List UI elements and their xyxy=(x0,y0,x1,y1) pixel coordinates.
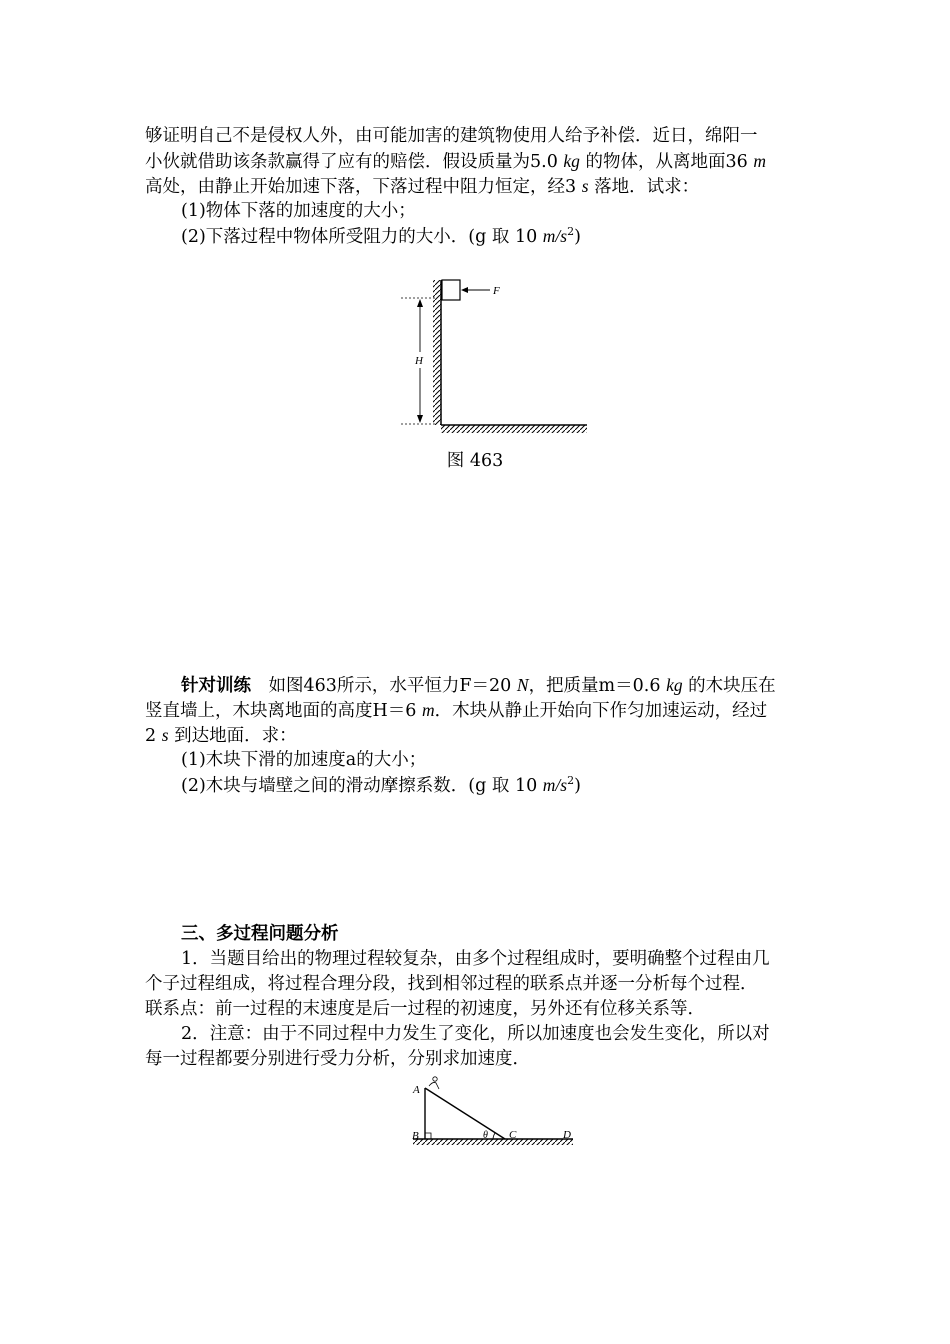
point-b-label: B xyxy=(412,1130,419,1142)
section-3-heading: 三、多过程问题分析 xyxy=(181,924,339,944)
point-a-label: A xyxy=(413,1084,420,1096)
practice-line-1: 针对训练 如图463所示，水平恒力F＝20 N，把质量m＝0.6 kg 的木块压在 xyxy=(181,675,776,696)
section-3-p1-line-3: 联系点：前一过程的末速度是后一过程的初速度，另外还有位移关系等． xyxy=(145,999,705,1019)
ground-hatching xyxy=(441,425,587,433)
section-3-p1-line-1: 1．当题目给出的物理过程较复杂，由多个过程组成时，要明确整个过程由几 xyxy=(181,949,770,969)
question-1-item-1: (1)物体下落的加速度的大小； xyxy=(181,201,416,221)
wooden-block xyxy=(442,280,460,300)
point-c-label: C xyxy=(509,1129,517,1141)
figure-463-diagram xyxy=(395,270,595,440)
practice-item-2: (2)木块与墙壁之间的滑动摩擦系数．(g 取 10 $m/s^2$) xyxy=(181,774,581,796)
practice-line-3: 2 s 到达地面．求： xyxy=(145,725,297,746)
slope-ground-hatching xyxy=(413,1139,573,1145)
practice-item-1: (1)木块下滑的加速度a的大小； xyxy=(181,750,427,770)
height-label: H xyxy=(415,355,423,367)
angle-theta-label: θ xyxy=(483,1130,488,1141)
intro-line-2: 小伙就借助该条款赢得了应有的赔偿．假设质量为5.0 kg 的物体，从离地面36 m xyxy=(145,151,766,172)
wall-hatching xyxy=(433,280,441,425)
figure-463-caption: 图 463 xyxy=(446,451,504,471)
question-1-item-2: (2)下落过程中物体所受阻力的大小．(g 取 10 $m/s^2$) xyxy=(181,225,581,247)
practice-heading: 针对训练 xyxy=(181,676,251,696)
section-3-p2-line-1: 2．注意：由于不同过程中力发生了变化，所以加速度也会发生变化，所以对 xyxy=(181,1024,770,1044)
intro-line-3: 高处，由静止开始加速下落，下落过程中阻力恒定，经3 s 落地．试求： xyxy=(145,176,700,197)
point-d-label: D xyxy=(563,1129,571,1141)
force-label: F xyxy=(493,285,500,297)
intro-line-1: 够证明自己不是侵权人外，由可能加害的建筑物使用人给予补偿．近日，绵阳一 xyxy=(145,126,758,146)
slider-figure-icon xyxy=(433,1077,437,1081)
slope-diagram xyxy=(405,1072,585,1152)
section-3-p2-line-2: 每一过程都要分别进行受力分析，分别求加速度． xyxy=(145,1049,530,1069)
section-3-p1-line-2: 个子过程组成，将过程合理分段，找到相邻过程的联系点并逐一分析每个过程． xyxy=(145,974,758,994)
incline-ac xyxy=(425,1088,505,1139)
practice-line-2: 竖直墙上，木块离地面的高度H＝6 m．木块从静止开始向下作匀加速运动，经过 xyxy=(145,700,768,721)
